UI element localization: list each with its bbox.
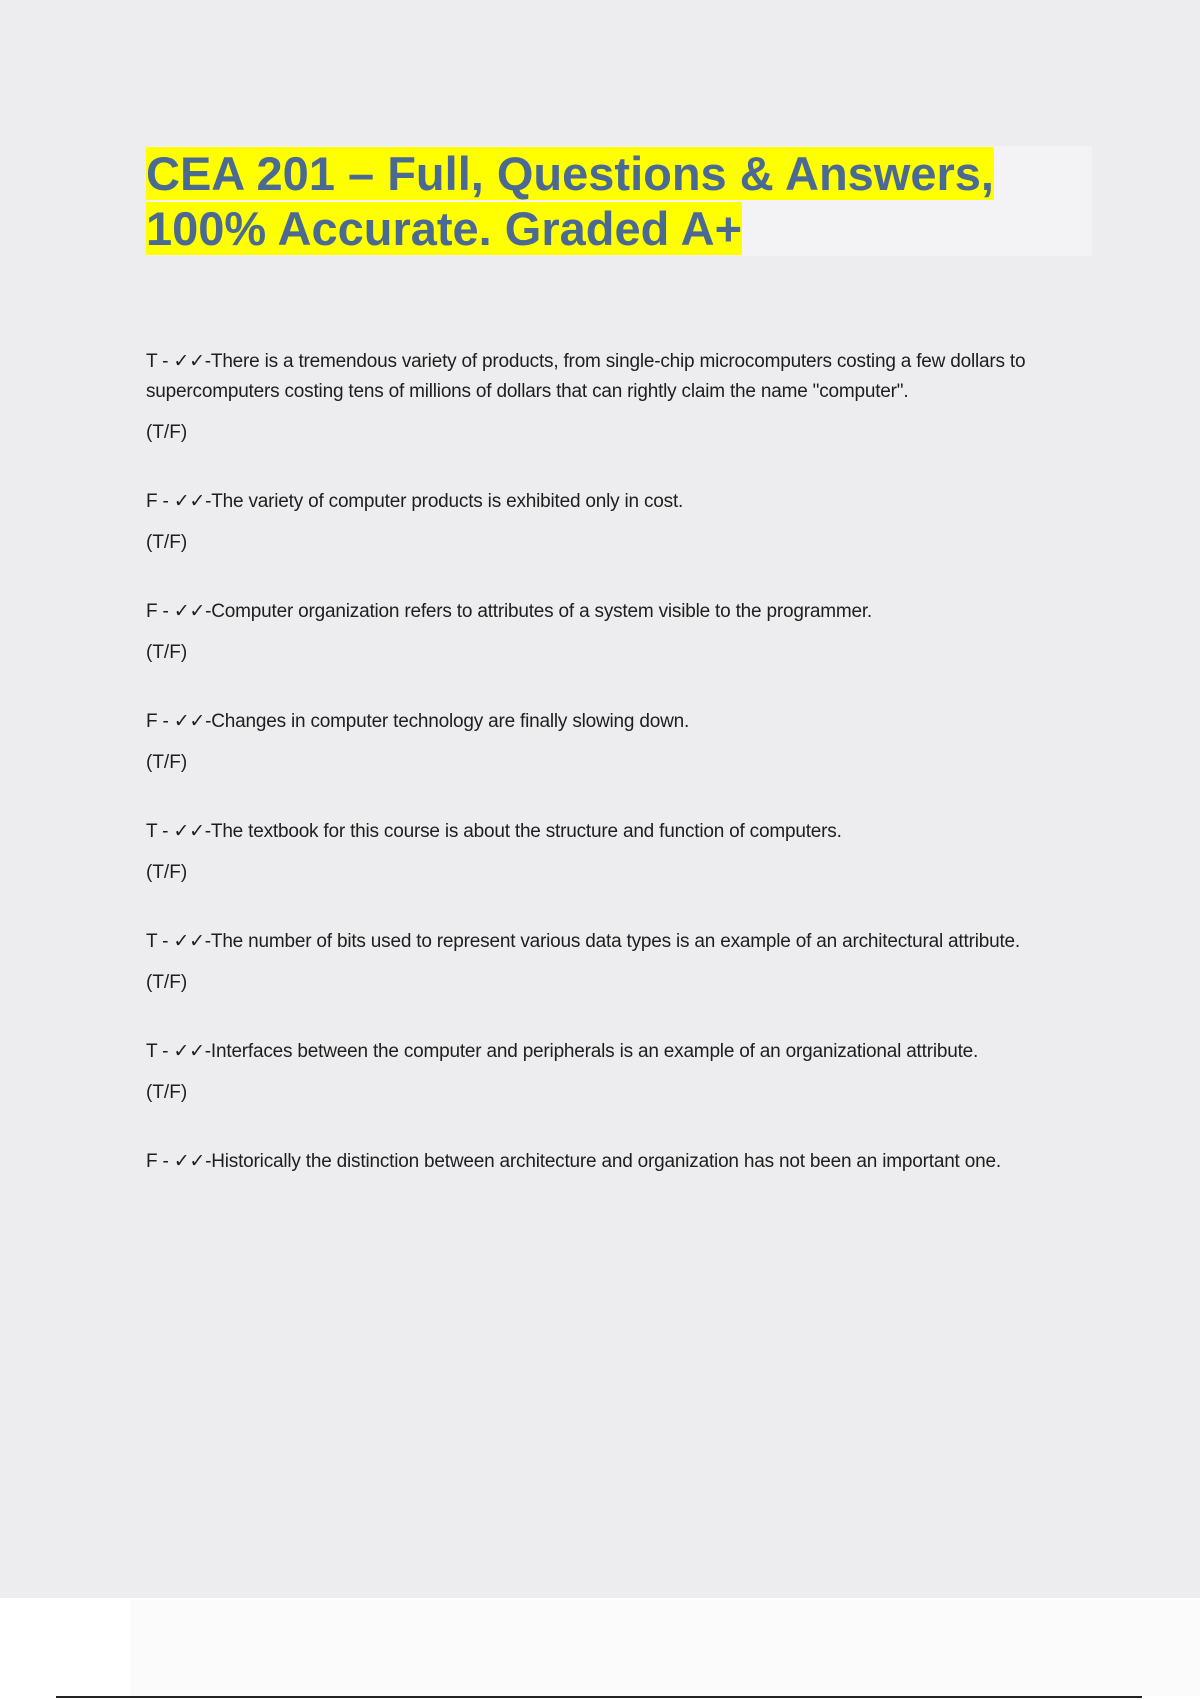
qa-item — [146, 1147, 1096, 1177]
qa-statement: F - ✓✓-Changes in computer technology are finally slowing down. — [146, 711, 690, 732]
title-line-1: CEA 201 – Full, Questions & Answers, — [146, 147, 994, 200]
qa-item — [146, 707, 1096, 775]
title-line-2: 100% Accurate. Graded A+ — [146, 202, 743, 255]
footer-divider — [56, 1696, 1142, 1698]
qa-item — [146, 347, 1096, 445]
qa-item — [146, 1037, 1096, 1105]
qa-statement: T - ✓✓-There is a tremendous variety of products, from single-chip microcomputers costing a few dollars to supercomputers costing tens of millions of dollars that can rightly claim the name "computer". — [146, 351, 1026, 402]
qa-format-hint: (T/F) — [146, 532, 188, 553]
qa-statement: F - ✓✓-Historically the distinction between architecture and organization has not been an important one. — [146, 1151, 1001, 1172]
qa-list — [146, 347, 1096, 1219]
qa-statement: T - ✓✓-The textbook for this course is about the structure and function of computers. — [146, 821, 842, 842]
qa-item — [146, 927, 1096, 995]
qa-format-hint: (T/F) — [146, 752, 188, 773]
qa-statement: F - ✓✓-The variety of computer products is exhibited only in cost. — [146, 491, 684, 512]
qa-statement: T - ✓✓-The number of bits used to represent various data types is an example of an architectural attribute. — [146, 931, 1020, 952]
qa-statement: F - ✓✓-Computer organization refers to attributes of a system visible to the programmer. — [146, 601, 872, 622]
qa-format-hint: (T/F) — [146, 1082, 188, 1103]
qa-format-hint: (T/F) — [146, 972, 188, 993]
qa-statement: T - ✓✓-Interfaces between the computer and peripherals is an example of an organizational attribute. — [146, 1041, 979, 1062]
title-block — [146, 146, 1092, 256]
footer-band — [130, 1600, 1200, 1696]
qa-item — [146, 487, 1096, 555]
qa-item — [146, 597, 1096, 665]
qa-format-hint: (T/F) — [146, 862, 188, 883]
document-title — [146, 146, 994, 256]
qa-format-hint: (T/F) — [146, 642, 188, 663]
qa-item — [146, 817, 1096, 885]
qa-format-hint: (T/F) — [146, 422, 188, 443]
